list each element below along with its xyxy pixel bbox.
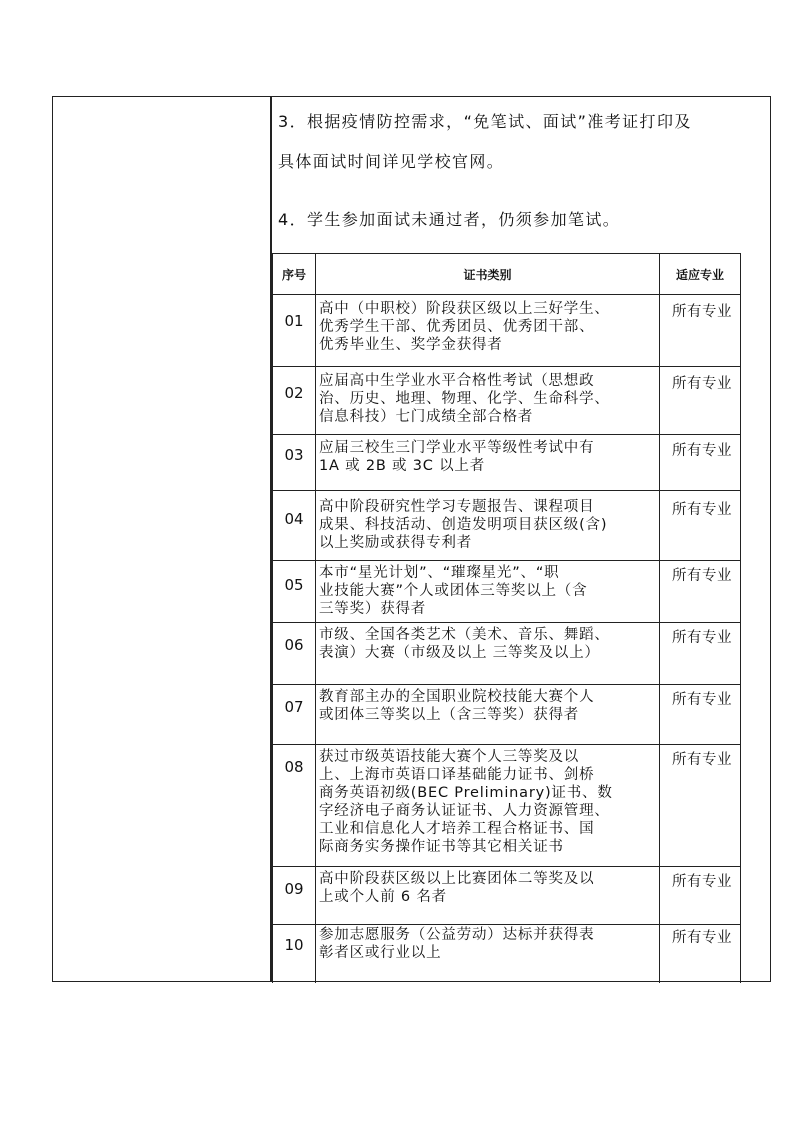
row-category: 高中阶段研究性学习专题报告、课程项目 成果、科技活动、创造发明项目获区级(含) 以上奖励或获得专利者 [319, 499, 608, 551]
row-category: 高中阶段获区级以上比赛团体二等奖及以 上或个人前 6 名者 [319, 871, 595, 905]
table-row [273, 294, 740, 366]
row-seq: 10 [284, 936, 304, 954]
row-major: 所有专业 [672, 376, 732, 392]
row-category: 参加志愿服务（公益劳动）达标并获得表 彰者区或行业以上 [319, 927, 595, 961]
table-row [273, 866, 740, 924]
row-seq: 09 [284, 880, 304, 898]
table-row [273, 560, 740, 622]
row-seq: 03 [284, 446, 304, 464]
header-seq: 序号 [281, 267, 306, 282]
row-category: 教育部主办的全国职业院校技能大赛个人 或团体三等奖以上（含三等奖）获得者 [319, 689, 595, 723]
row-seq: 01 [284, 312, 304, 330]
row-major: 所有专业 [672, 502, 732, 518]
row-category: 应届高中生学业水平合格性考试（思想政 治、历史、地理、物理、化学、生命科学、 信息科技）七门成绩全部合格者 [319, 373, 610, 425]
outer-table [52, 96, 771, 982]
note-4: 4．学生参加面试未通过者，仍须参加笔试。 [278, 210, 621, 229]
row-category: 市级、全国各类艺术（美术、音乐、舞蹈、 表演）大赛（市级及以上 三等奖及以上） [319, 627, 610, 661]
row-major: 所有专业 [672, 692, 732, 708]
row-seq: 04 [284, 510, 304, 528]
row-major: 所有专业 [672, 630, 732, 646]
row-major: 所有专业 [672, 874, 732, 890]
note-3-line-2: 具体面试时间详见学校官网。 [278, 152, 505, 171]
table-row [273, 744, 740, 866]
header-major: 适应专业 [675, 267, 724, 282]
row-category: 获过市级英语技能大赛个人三等奖及以 上、上海市英语口译基础能力证书、剑桥 商务英语初级(BEC Preliminary)证书、数 字经济电子商务认证证书、人力资源管理、 工业和信息化人才培养工程合格证书、国 际商务实务操作证书等其它相关证书 [319, 749, 613, 855]
table-row [273, 924, 740, 984]
row-seq: 08 [284, 758, 304, 776]
row-seq: 06 [284, 636, 304, 654]
row-major: 所有专业 [672, 443, 732, 459]
header-category: 证书类别 [463, 267, 512, 282]
table-row [273, 434, 740, 490]
table-row [273, 490, 740, 560]
row-major: 所有专业 [672, 304, 732, 320]
row-category: 应届三校生三门学业水平等级性考试中有 1A 或 2B 或 3C 以上者 [319, 440, 595, 474]
table-row [273, 622, 740, 684]
row-major: 所有专业 [672, 752, 732, 768]
table-row [273, 366, 740, 434]
certificate-table [272, 253, 741, 983]
row-seq: 07 [284, 698, 304, 716]
table-row [273, 684, 740, 744]
note-3-line-1: 3．根据疫情防控需求，“免笔试、面试”准考证打印及 [278, 112, 692, 131]
row-category: 本市“星光计划”、“璀璨星光”、“职 业技能大赛”个人或团体三等奖以上（含 三等奖）获得者 [319, 565, 588, 617]
row-major: 所有专业 [672, 930, 732, 946]
row-seq: 05 [284, 576, 304, 594]
row-major: 所有专业 [672, 568, 732, 584]
row-seq: 02 [284, 384, 304, 402]
row-category: 高中（中职校）阶段获区级以上三好学生、 优秀学生干部、优秀团员、优秀团干部、 优秀毕业生、奖学金获得者 [319, 301, 610, 353]
